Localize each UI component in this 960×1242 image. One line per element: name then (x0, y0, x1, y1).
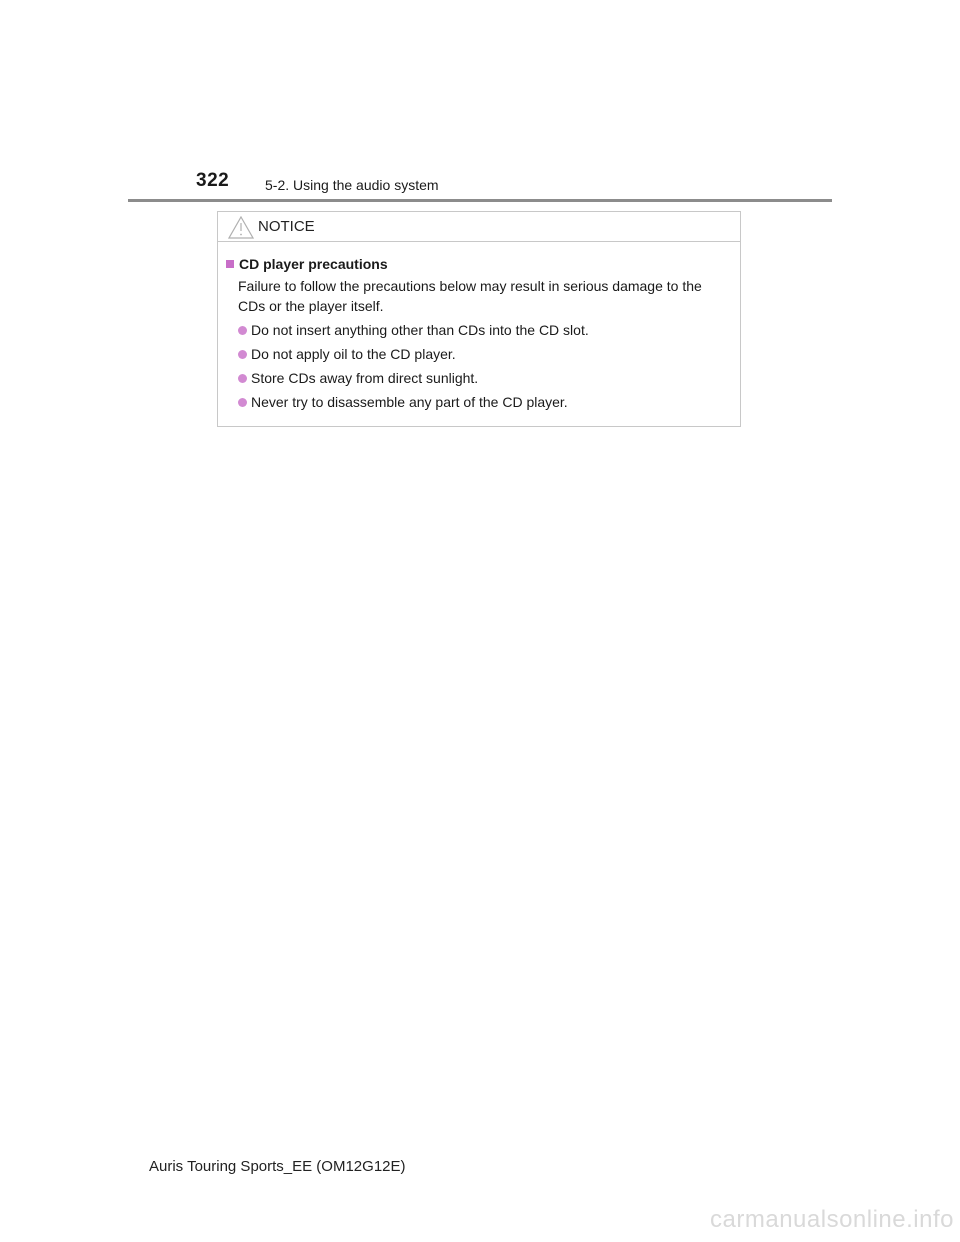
notice-subheading (226, 254, 730, 274)
footer-model-text: Auris Touring Sports_EE (OM12G12E) (149, 1158, 406, 1175)
notice-box (217, 211, 741, 427)
square-bullet-icon (226, 260, 234, 268)
list-item (238, 344, 730, 364)
list-item (238, 320, 730, 340)
list-item-text: Do not apply oil to the CD player. (251, 346, 456, 362)
section-title: 5-2. Using the audio system (265, 177, 439, 193)
subheading-text: CD player precautions (239, 256, 388, 272)
warning-triangle-icon (228, 216, 254, 239)
round-bullet-icon (238, 374, 247, 383)
header-divider (128, 199, 832, 202)
round-bullet-icon (238, 326, 247, 335)
list-item-text: Never try to disassemble any part of the CD player. (251, 394, 568, 410)
notice-body (218, 242, 740, 412)
intro-line-1: Failure to follow the precautions below may result in serious damage to the (238, 278, 702, 294)
round-bullet-icon (238, 350, 247, 359)
list-item-text: Store CDs away from direct sunlight. (251, 370, 479, 386)
list-item-text: Do not insert anything other than CDs into the CD slot. (251, 322, 589, 338)
page-number: 322 (196, 170, 230, 191)
precaution-list (226, 320, 730, 412)
round-bullet-icon (238, 398, 247, 407)
intro-paragraph (238, 276, 730, 316)
intro-line-2: CDs or the player itself. (238, 298, 384, 314)
notice-label: NOTICE (258, 218, 315, 235)
list-item (238, 368, 730, 388)
notice-header (218, 212, 740, 242)
list-item (238, 392, 730, 412)
watermark-text: carmanualsonline.info (710, 1206, 954, 1233)
